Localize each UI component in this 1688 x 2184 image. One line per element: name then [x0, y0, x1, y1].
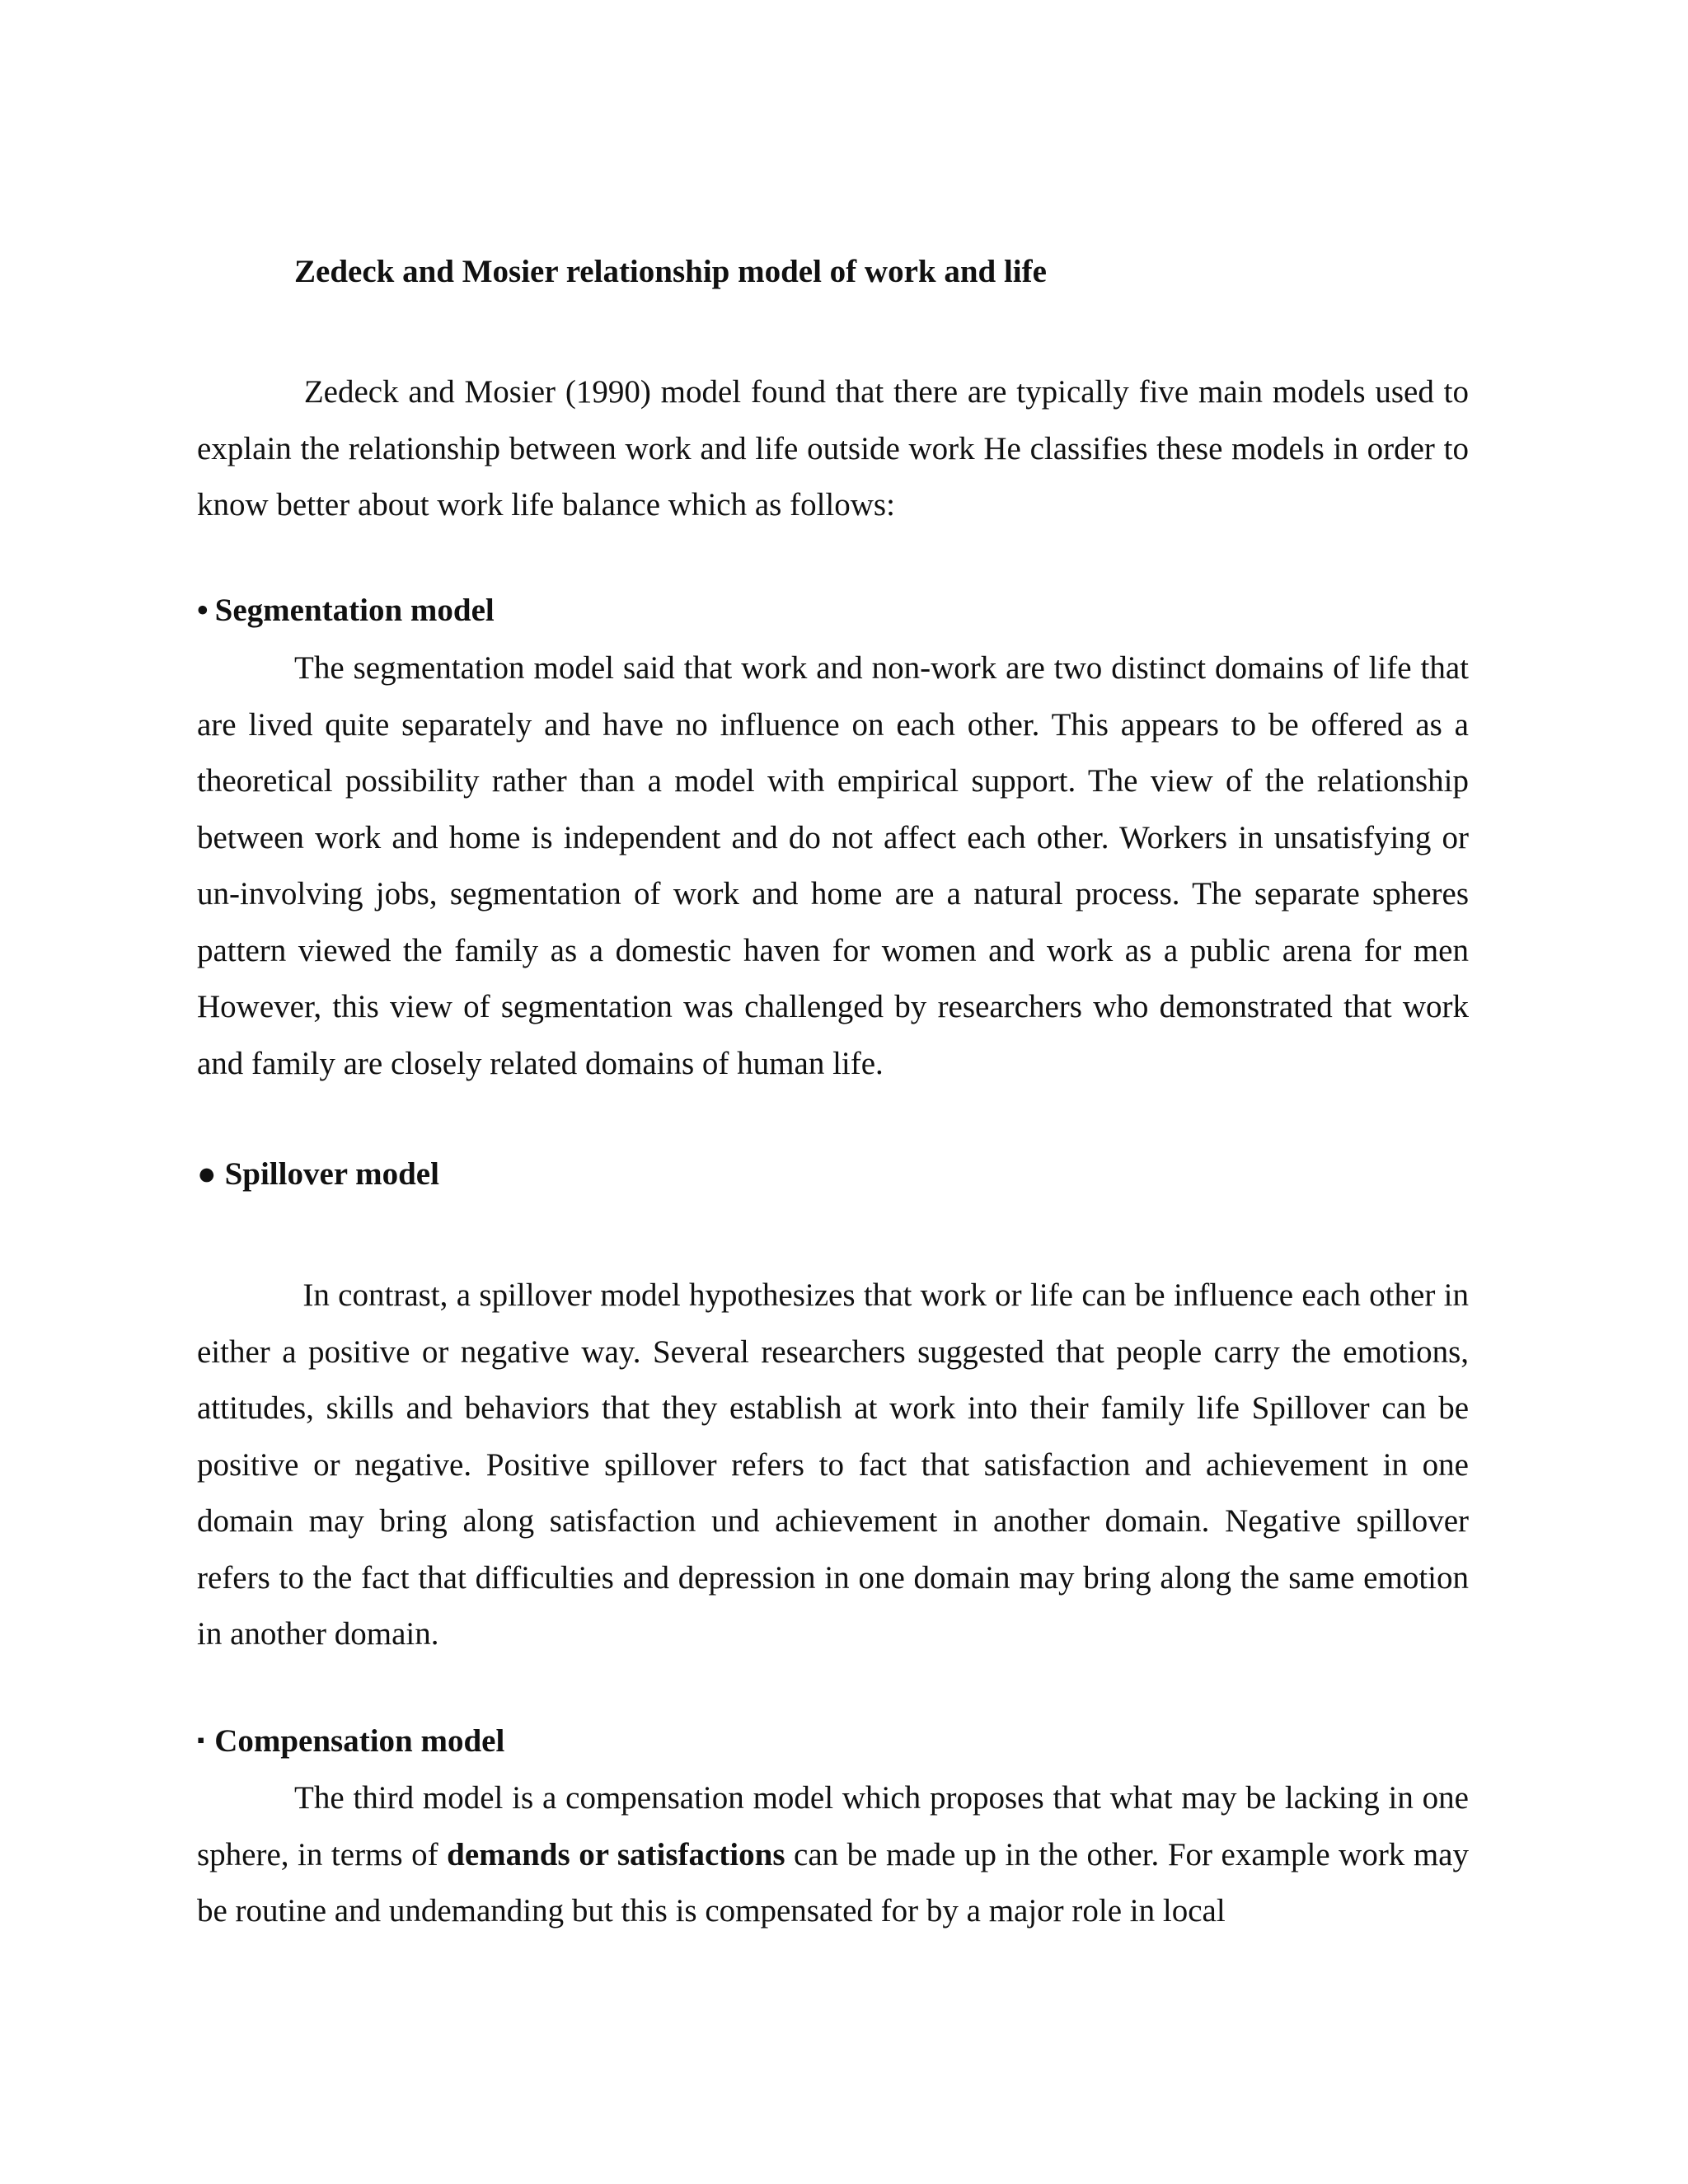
intro-text: Zedeck and Mosier (1990) model found that there are typically five main models used to explain the relationship between work and life outside work He classifies these models in order to know better about work life balance which as follows:: [197, 374, 1469, 523]
bullet-icon: •: [197, 593, 209, 628]
segmentation-text: The segmentation model said that work and non-work are two distinct domains of life that are lived quite separately and have no influence on each other. This appears to be offered as a theoretical possibility rather than a model with empirical support. The view of the relationship between work and home is independent and do not affect each other. Workers in unsatisfying or un-involving jobs, segmentation of work and home are a natural process. The separate spheres pattern viewed the family as a domestic haven for women and work as a public arena for men However, this view of segmentation was challenged by researchers who demonstrated that work and family are closely related domains of human life.: [197, 650, 1469, 1081]
spillover-text: In contrast, a spillover model hypothesizes that work or life can be influence each other in either a positive or negative way. Several researchers suggested that people carry the emotions, attitudes, skills and behaviors that they establish at work into their family life Spillover can be positive or negative. Positive spillover refers to fact that satisfaction and achievement in one domain may bring along satisfaction und achievement in another domain. Negative spillover refers to the fact that difficulties and depression in one domain may bring along the same emotion in another domain.: [197, 1277, 1469, 1652]
segmentation-paragraph: [197, 640, 1469, 1092]
square-bullet-icon: ▪: [197, 1728, 205, 1752]
spillover-paragraph: [197, 1268, 1469, 1663]
compensation-paragraph: [197, 1770, 1469, 1940]
intro-paragraph: [197, 364, 1469, 534]
compensation-heading: [197, 1720, 504, 1762]
spillover-heading-text: Spillover model: [224, 1156, 439, 1192]
segmentation-heading-text: Segmentation model: [214, 593, 495, 628]
page-title: Zedeck and Mosier relationship model of work and life: [294, 254, 1047, 289]
compensation-text-bold: demands or satisfactions: [447, 1836, 785, 1872]
bullet-icon: ●: [197, 1156, 217, 1192]
compensation-heading-text: Compensation model: [214, 1723, 505, 1759]
compensation-text-before: The third model is a compensation model which proposes that what may be lacking in one sphere, in terms of: [197, 1780, 1469, 1872]
spillover-heading: [197, 1154, 439, 1195]
segmentation-heading: [197, 590, 495, 631]
compensation-text-after: can be made up in the other. For example work may be routine and undemanding but this is compensated for by a major role in local: [197, 1836, 1469, 1929]
